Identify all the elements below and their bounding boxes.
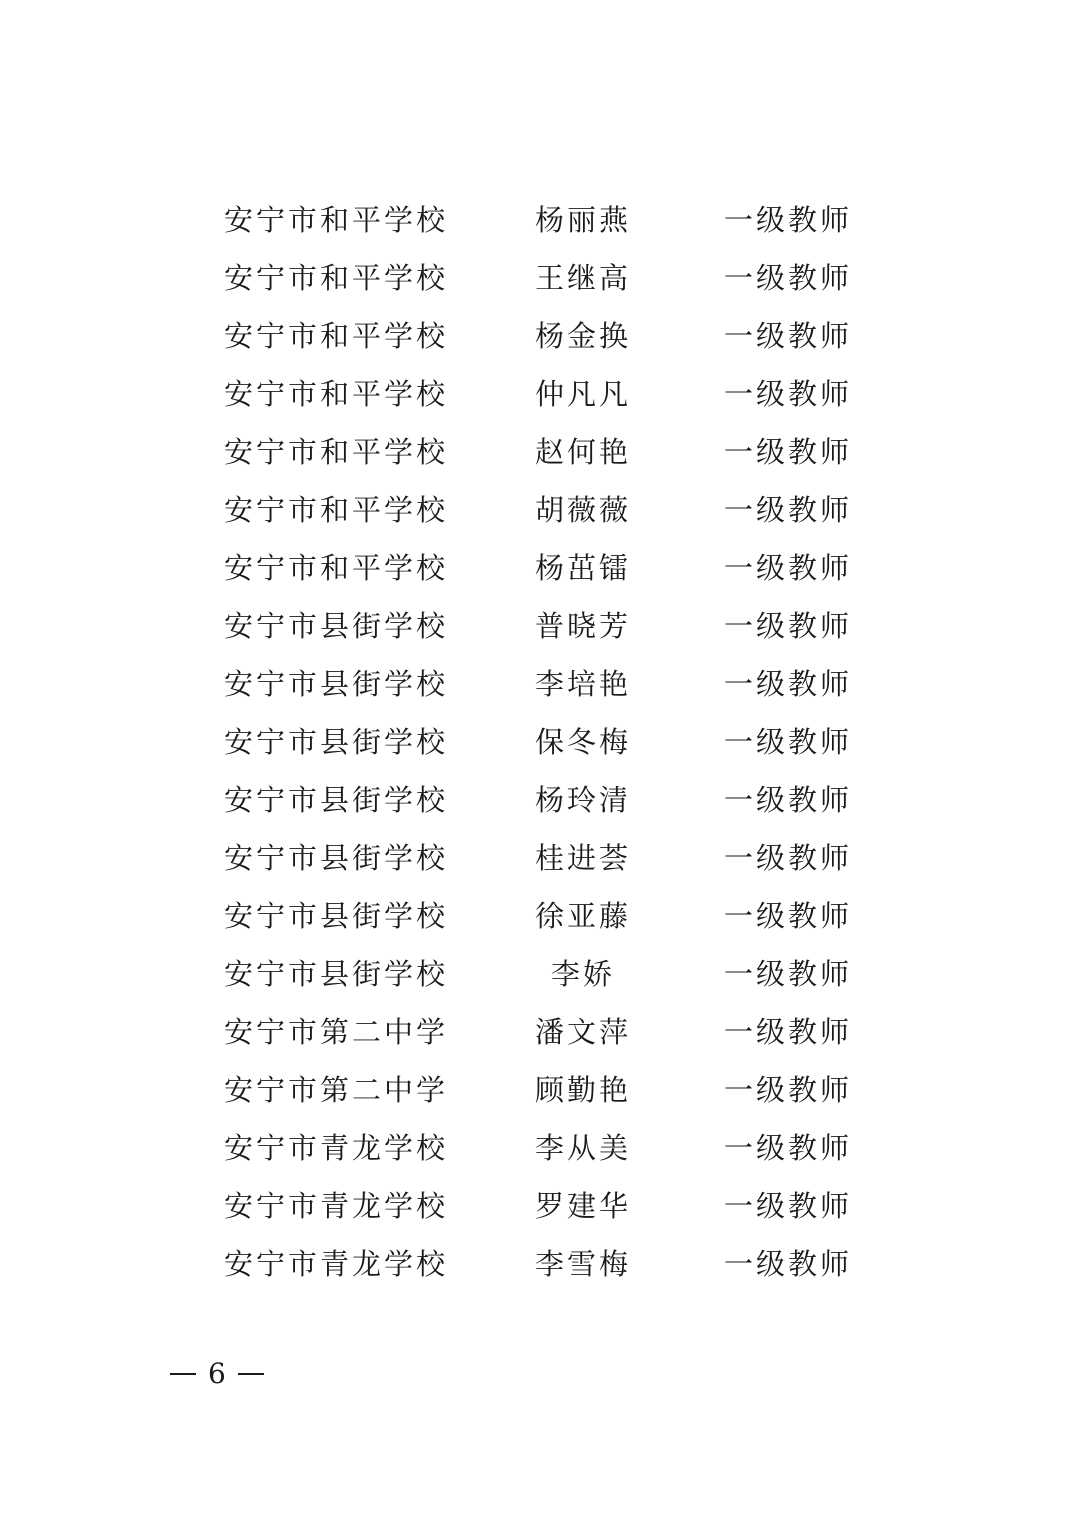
- teacher-name: 保冬梅: [534, 725, 631, 759]
- list-item: [0, 886, 1080, 944]
- teacher-name: 普晓芳: [534, 609, 631, 643]
- school-name: 安宁市县街学校: [224, 667, 449, 701]
- teacher-name: 李雪梅: [534, 1247, 631, 1281]
- teacher-title: 一级教师: [724, 551, 853, 585]
- list-item: [0, 828, 1080, 886]
- teacher-name: 罗建华: [534, 1189, 631, 1223]
- teacher-name: 顾勤艳: [534, 1073, 631, 1107]
- list-item: [0, 364, 1080, 422]
- list-item: [0, 712, 1080, 770]
- school-name: 安宁市青龙学校: [224, 1189, 449, 1223]
- list-item: [0, 306, 1080, 364]
- list-item: [0, 190, 1080, 248]
- teacher-title: 一级教师: [724, 435, 853, 469]
- teacher-name: 王继高: [534, 261, 631, 295]
- list-item: [0, 538, 1080, 596]
- school-name: 安宁市和平学校: [224, 551, 449, 585]
- teacher-title: 一级教师: [724, 1015, 853, 1049]
- list-item: [0, 770, 1080, 828]
- list-item: [0, 1234, 1080, 1292]
- school-name: 安宁市第二中学: [224, 1015, 449, 1049]
- teacher-title: 一级教师: [724, 1073, 853, 1107]
- teacher-name: 李娇: [550, 957, 615, 991]
- teacher-title: 一级教师: [724, 609, 853, 643]
- teacher-list: [0, 190, 1080, 1292]
- school-name: 安宁市和平学校: [224, 203, 449, 237]
- list-item: [0, 1176, 1080, 1234]
- teacher-name: 胡薇薇: [534, 493, 631, 527]
- list-item: [0, 596, 1080, 654]
- teacher-name: 仲凡凡: [534, 377, 631, 411]
- page-number-left-dash: [170, 1373, 196, 1375]
- teacher-name: 李从美: [534, 1131, 631, 1165]
- teacher-title: 一级教师: [724, 667, 853, 701]
- teacher-title: 一级教师: [724, 261, 853, 295]
- teacher-name: 杨丽燕: [534, 203, 631, 237]
- school-name: 安宁市县街学校: [224, 899, 449, 933]
- teacher-title: 一级教师: [724, 1247, 853, 1281]
- page-number-right-dash: [238, 1373, 264, 1375]
- school-name: 安宁市县街学校: [224, 609, 449, 643]
- list-item: [0, 1060, 1080, 1118]
- teacher-name: 杨玲清: [534, 783, 631, 817]
- list-item: [0, 654, 1080, 712]
- teacher-name: 潘文萍: [534, 1015, 631, 1049]
- teacher-title: 一级教师: [724, 725, 853, 759]
- school-name: 安宁市县街学校: [224, 957, 449, 991]
- teacher-name: 杨茁镭: [534, 551, 631, 585]
- school-name: 安宁市县街学校: [224, 725, 449, 759]
- list-item: [0, 1002, 1080, 1060]
- teacher-title: 一级教师: [724, 841, 853, 875]
- teacher-title: 一级教师: [724, 203, 853, 237]
- list-item: [0, 1118, 1080, 1176]
- school-name: 安宁市和平学校: [224, 493, 449, 527]
- teacher-name: 桂进荟: [534, 841, 631, 875]
- teacher-name: 杨金换: [534, 319, 631, 353]
- teacher-title: 一级教师: [724, 957, 853, 991]
- list-item: [0, 480, 1080, 538]
- page-number: [170, 1354, 264, 1394]
- school-name: 安宁市和平学校: [224, 435, 449, 469]
- school-name: 安宁市和平学校: [224, 261, 449, 295]
- list-item: [0, 422, 1080, 480]
- school-name: 安宁市青龙学校: [224, 1131, 449, 1165]
- teacher-name: 赵何艳: [534, 435, 631, 469]
- teacher-title: 一级教师: [724, 1131, 853, 1165]
- school-name: 安宁市第二中学: [224, 1073, 449, 1107]
- teacher-title: 一级教师: [724, 493, 853, 527]
- teacher-title: 一级教师: [724, 1189, 853, 1223]
- teacher-name: 李培艳: [534, 667, 631, 701]
- school-name: 安宁市县街学校: [224, 783, 449, 817]
- teacher-title: 一级教师: [724, 783, 853, 817]
- teacher-title: 一级教师: [724, 319, 853, 353]
- teacher-title: 一级教师: [724, 899, 853, 933]
- school-name: 安宁市和平学校: [224, 377, 449, 411]
- school-name: 安宁市青龙学校: [224, 1247, 449, 1281]
- list-item: [0, 248, 1080, 306]
- school-name: 安宁市县街学校: [224, 841, 449, 875]
- teacher-name: 徐亚藤: [534, 899, 631, 933]
- list-item: [0, 944, 1080, 1002]
- school-name: 安宁市和平学校: [224, 319, 449, 353]
- page-number-value: 6: [208, 1357, 226, 1390]
- teacher-title: 一级教师: [724, 377, 853, 411]
